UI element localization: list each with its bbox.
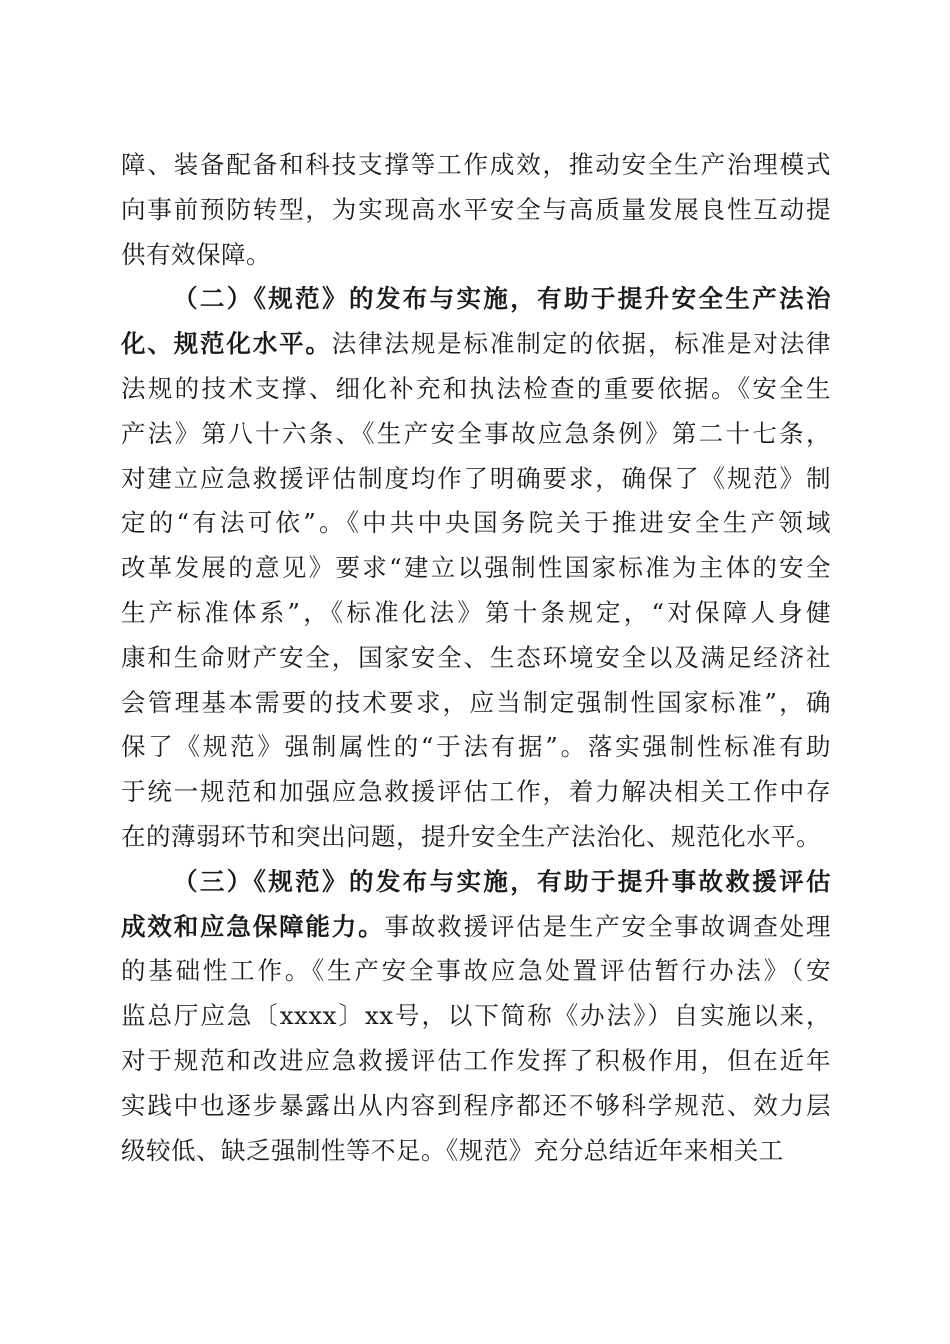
body-text: 向事前预防转型，为实现高水平安全与高质量发展良性互动提 [121, 194, 831, 224]
text-line [121, 905, 831, 950]
text-line [121, 725, 831, 770]
text-line [121, 1084, 831, 1129]
text-line [121, 546, 831, 591]
body-text: 供有效保障。 [121, 239, 271, 269]
section-heading-text: （三）《规范》的发布与实施，有助于提升事故救援评估 [173, 866, 831, 896]
text-line [121, 1129, 831, 1174]
body-text: 事故救援评估是生产安全事故调查处理 [384, 911, 832, 941]
document-body [121, 143, 831, 1173]
text-line [121, 591, 831, 636]
text-line [121, 681, 831, 726]
body-text: 在的薄弱环节和突出问题，提升安全生产法治化、规范化水平。 [121, 821, 821, 851]
body-text: 级较低、缺乏强制性等不足。《规范》充分总结近年来相关工 [121, 1135, 784, 1165]
body-text: 法律法规是标准制定的依据，标准是对法律 [331, 329, 832, 359]
text-line [121, 322, 831, 367]
text-line [121, 1039, 831, 1084]
text-line [121, 143, 831, 188]
section-heading-text: （二）《规范》的发布与实施，有助于提升安全生产法治 [173, 284, 831, 314]
text-line [121, 949, 831, 994]
text-line [121, 815, 831, 860]
text-line [121, 233, 831, 278]
body-text: 康和生命财产安全，国家安全、生态环境安全以及满足经济社 [121, 642, 831, 672]
body-text: 保了《规范》强制属性的“于法有据”。落实强制性标准有助 [121, 732, 831, 762]
text-line [121, 412, 831, 457]
text-line [121, 367, 831, 412]
text-line [121, 457, 831, 502]
body-text: 定的“有法可依”。《中共中央国务院关于推进安全生产领域 [121, 508, 831, 538]
body-text: 产法》第八十六条、《生产安全事故应急条例》第二十七条， [121, 418, 831, 448]
text-line [121, 188, 831, 233]
body-text: 生产标准体系”，《标准化法》第十条规定，“对保障人身健 [121, 597, 831, 627]
section-heading-text: 成效和应急保障能力。 [121, 911, 385, 941]
text-line [121, 277, 831, 322]
body-text: 改革发展的意见》要求“建立以强制性国家标准为主体的安全 [121, 553, 831, 583]
text-line [121, 636, 831, 681]
section-heading-text: 化、规范化水平。 [121, 329, 332, 359]
body-text: 对于规范和改进应急救援评估工作发挥了积极作用，但在近年 [121, 1045, 831, 1075]
body-text: 的基础性工作。《生产安全事故应急处置评估暂行办法》（安 [121, 956, 831, 986]
body-text: 法规的技术支撑、细化补充和执法检查的重要依据。《安全生 [121, 373, 831, 403]
text-line [121, 860, 831, 905]
text-line [121, 994, 831, 1039]
body-text: 实践中也逐步暴露出从内容到程序都还不够科学规范、效力层 [121, 1090, 831, 1120]
body-text: 于统一规范和加强应急救援评估工作，着力解决相关工作中存 [121, 777, 831, 807]
body-text: 会管理基本需要的技术要求，应当制定强制性国家标准”，确 [121, 687, 831, 717]
paragraph [121, 143, 831, 277]
text-line [121, 501, 831, 546]
text-line [121, 770, 831, 815]
paragraph [121, 860, 831, 1174]
body-text: 障、装备配备和科技支撑等工作成效，推动安全生产治理模式 [121, 150, 831, 179]
body-text: 监总厅应急〔xxxx〕xx号，以下简称《办法》）自实施以来， [121, 1001, 831, 1031]
body-text: 对建立应急救援评估制度均作了明确要求，确保了《规范》制 [121, 463, 831, 493]
paragraph [121, 277, 831, 859]
